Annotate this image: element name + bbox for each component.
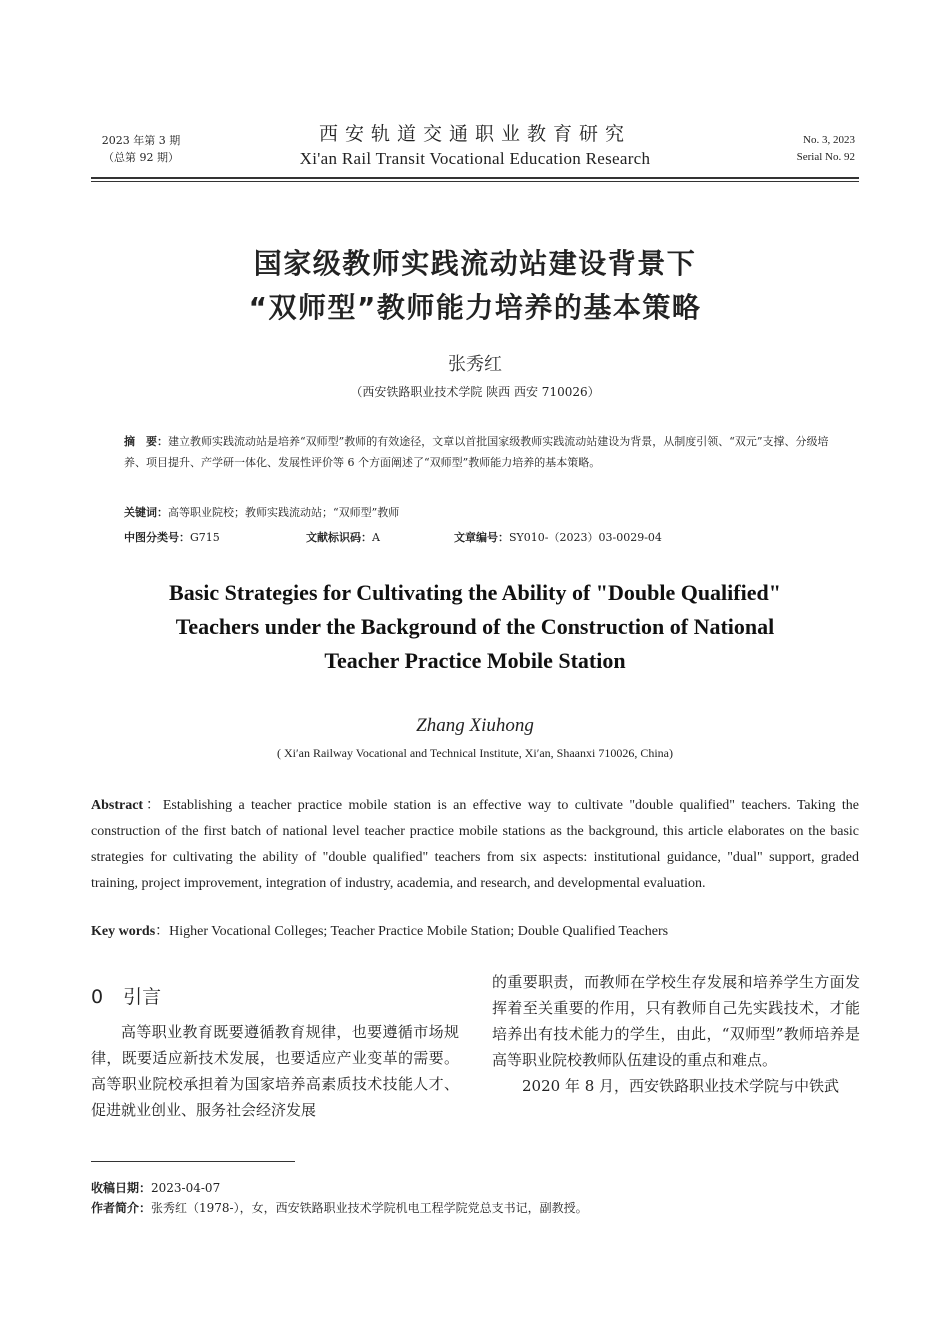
issue-number: 2023 年第 3 期 <box>101 134 181 147</box>
affiliation-en: ( Xi′an Railway Vocational and Technical Institute, Xi′an, Shaanxi 710026, China) <box>277 746 673 760</box>
clc-code <box>124 527 220 548</box>
body-paragraph: 2020 年 8 月，西安铁路职业技术学院与中铁武 <box>522 1077 840 1095</box>
keywords-cn-label: 关键词： <box>124 506 168 519</box>
received-date-label: 收稿日期： <box>91 1181 152 1195</box>
document-code <box>306 527 380 548</box>
section-number: 0 <box>91 986 104 1008</box>
author-bio-label: 作者简介： <box>91 1201 152 1215</box>
doc-code-value: A <box>372 531 380 544</box>
keywords-en <box>91 920 859 944</box>
affiliation-cn: （西安铁路职业技术学院 陕西 西安 710026） <box>350 385 600 399</box>
author-name-cn: 张秀红 <box>448 354 502 375</box>
author-name-en: Zhang Xiuhong <box>416 715 534 736</box>
abstract-en <box>91 793 859 897</box>
issue-info <box>92 132 190 166</box>
received-date <box>91 1178 859 1198</box>
doc-code-label: 文献标识码： <box>306 531 372 544</box>
serial-number: （总第 92 期） <box>103 151 179 164</box>
issue-number-en: No. 3, 2023 <box>803 134 855 146</box>
received-date-value: 2023-04-07 <box>151 1181 221 1195</box>
article-title-cn <box>90 242 860 330</box>
issue-info-en <box>797 132 855 166</box>
header-rule-thin <box>91 181 859 182</box>
keywords-en-text: ：Higher Vocational Colleges; Teacher Practice Mobile Station; Double Qualified Teachers <box>155 924 669 939</box>
keywords-cn-text: 高等职业院校；教师实践流动站；“双师型”教师 <box>168 506 400 519</box>
section-title: 引言 <box>123 986 162 1008</box>
footnote-rule <box>91 1161 295 1162</box>
title-cn-line-2: “双师型”教师能力培养的基本策略 <box>248 291 702 324</box>
abstract-cn-text: 建立教师实践流动站是培养“双师型”教师的有效途径，文章以首批国家级教师实践流动站建设为背景，从制度引领、“双元”支撑、分级培养、项目提升、产学研一体化、发展性评价等 6 个方面阐述了“双师型”教师能力培养的基本策略。 <box>124 435 829 469</box>
journal-title-en: Xi'an Rail Transit Vocational Education Research <box>299 149 651 168</box>
body-paragraph: 高等职业教育既要遵循教育规律，也要遵循市场规律，既要适应新技术发展，也要适应产业变革的需要。高等职业院校承担着为国家培养高素质技术技能人才、促进就业创业、服务社会经济发展 <box>91 1023 459 1119</box>
journal-title <box>250 121 700 171</box>
clc-label: 中图分类号： <box>124 531 190 544</box>
article-title-en <box>90 576 860 678</box>
title-en-line-3: Teacher Practice Mobile Station <box>324 648 626 673</box>
abstract-cn <box>124 431 836 473</box>
keywords-en-label: Key words <box>91 924 156 939</box>
article-number-value: SY010-（2023）03-0029-04 <box>509 531 662 544</box>
journal-title-cn: 西安轨道交通职业教育研究 <box>318 123 631 145</box>
title-en-line-1: Basic Strategies for Cultivating the Ability of "Double Qualified" <box>169 580 781 605</box>
title-en-line-2: Teachers under the Background of the Construction of National <box>175 614 775 639</box>
clc-value: G715 <box>190 531 220 544</box>
body-column-right <box>492 969 860 1099</box>
abstract-cn-label: 摘 要： <box>124 435 168 448</box>
article-number <box>454 527 662 548</box>
body-paragraph: 的重要职责，而教师在学校生存发展和培养学生方面发挥着至关重要的作用，只有教师自己先实践技术，才能培养出有技术能力的学生，由此，“双师型”教师培养是高等职业院校教师队伍建设的重点和难点。 <box>492 973 860 1069</box>
body-column-left <box>91 1019 459 1123</box>
author-bio-value: 张秀红（1978-），女，西安铁路职业技术学院机电工程学院党总支书记，副教授。 <box>151 1201 588 1215</box>
abstract-en-text: ：Establishing a teacher practice mobile station is an effective way to cultivate "double qualified" teachers. Taking the construction of the first batch of national level teacher practice mobile stations as the background, this article elaborates on the basic strategies for cultivating the ability of "double qualified" teachers from six aspects: institutional guidance, "dual" support, graded training, project improvement, integration of industry, academia, and research, and developmental evaluation. <box>91 798 859 891</box>
header-rule-thick <box>91 177 859 179</box>
section-heading <box>91 983 161 1011</box>
article-number-label: 文章编号： <box>454 531 509 544</box>
serial-number-en: Serial No. 92 <box>796 151 855 163</box>
keywords-cn <box>124 502 836 523</box>
title-cn-line-1: 国家级教师实践流动站建设背景下 <box>253 247 697 280</box>
abstract-en-label: Abstract <box>91 798 144 813</box>
author-bio <box>91 1198 859 1218</box>
